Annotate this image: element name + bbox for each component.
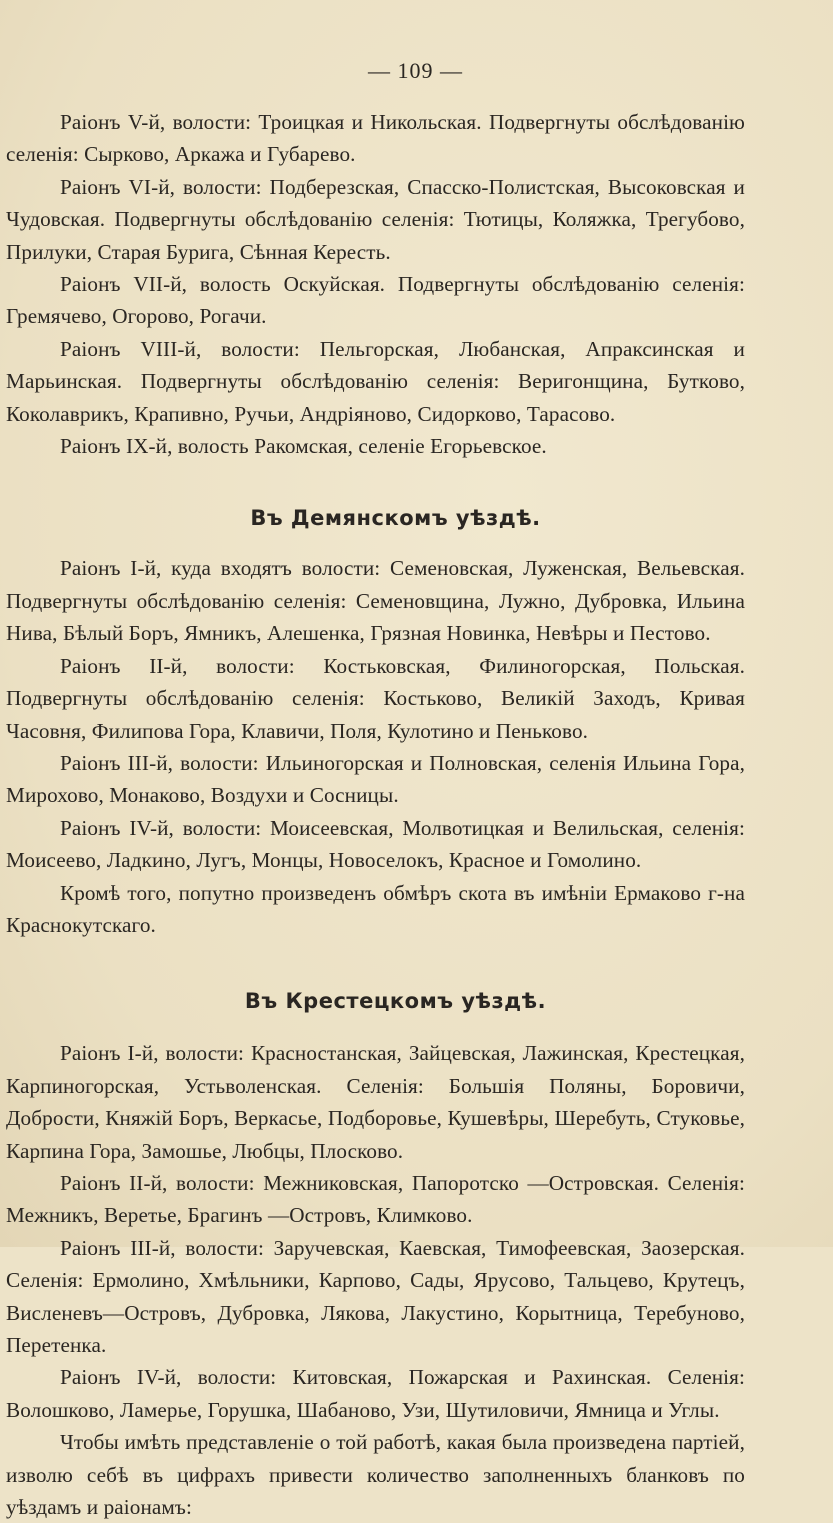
paragraph-krestets-raion-3: Раіонъ III-й, волости: Заручевская, Каевская, Тимофеевская, Заозерская. Селенія: Ермолино, Хмѣльники, Карпово, Сады, Ярусово, Тальцево, Крутецъ, Висленевъ—Островъ, Дубровка, Лякова, Лакустино, Корытница, Теребуново, Перетенка. (6, 1235, 745, 1357)
paragraph-krestets-raion-2: Раіонъ II-й, волости: Межниковская, Папоротско —Островская. Селенія: Межникъ, Веретье, Брагинъ —Островъ, Климково. (6, 1170, 745, 1228)
section-demyansk (6, 552, 745, 941)
paragraph-raion-6: Раіонъ VI-й, волости: Подберезская, Спасско-Полистская, Высоковская и Чудовская. Подвергнуты обслѣдованію селенія: Тютицы, Коляжка, Трегубово, Прилуки, Старая Бурига, Сѣнная Кересть. (6, 174, 745, 264)
paragraph-raion-9: Раіонъ IX-й, волость Ракомская, селеніе Егорьевское. (60, 434, 547, 459)
heading-demyansk: Въ Демянскомъ уѣздѣ. (250, 506, 541, 531)
paragraph-raion-5: Раіонъ V-й, волости: Троицкая и Никольская. Подвергнуты обслѣдованію селенія: Сырково, Аркажа и Губарево. (6, 110, 745, 167)
paragraph-demyansk-note: Кромѣ того, попутно произведенъ обмѣръ скота въ имѣніи Ермаково г-на Краснокутскаго. (6, 880, 745, 937)
paragraph-raion-8: Раіонъ VIII-й, волости: Пельгорская, Любанская, Апраксинская и Марьинская. Подвергнуты обслѣдованію селенія: Веригонщина, Бутково, Коколаврикъ, Крапивно, Ручьи, Андріяново, Сидорково, Тарасово. (6, 336, 745, 426)
paragraph-krestets-raion-1: Раіонъ I-й, волости: Красностанская, Зайцевская, Лажинская, Крестецкая, Карпиногорская, Устьволенская. Селенія: Большія Поляны, Боровичи, Добрости, Княжій Боръ, Веркасье, Подборовье, Кушевѣры, Шеребуть, Стуковье, Карпина Гора, Замошье, Любцы, Плосково. (6, 1041, 745, 1163)
section-krestets (6, 1037, 745, 1523)
section-intro (6, 106, 745, 462)
paragraph-demyansk-raion-1: Раіонъ I-й, куда входятъ волости: Семеновская, Луженская, Вельевская. Подвергнуты обслѣдованію селенія: Семеновщина, Лужно, Дубровка, Ильина Нива, Бѣлый Боръ, Ямникъ, Алешенка, Грязная Новинка, Невѣры и Пестово. (6, 556, 745, 646)
paragraph-demyansk-raion-2: Раіонъ II-й, волости: Костьковская, Филиногорская, Польская. Подвергнуты обслѣдованію селенія: Костьково, Великій Заходъ, Кривая Часовня, Филипова Гора, Клавичи, Поля, Кулотино и Пеньково. (6, 653, 745, 743)
paragraph-krestets-summary: Чтобы имѣть представленіе о той работѣ, какая была произведена партіей, изволю себѣ въ цифрахъ привести количество заполненныхъ бланковъ по уѣздамъ и раіонамъ: (6, 1430, 745, 1520)
paragraph-raion-7: Раіонъ VII-й, волость Оскуйская. Подвергнуты обслѣдованію селенія: Гремячево, Огорово, Рогачи. (6, 272, 745, 329)
heading-krestets: Въ Крестецкомъ уѣздѣ. (244, 989, 547, 1014)
paragraph-demyansk-raion-4: Раіонъ IV-й, волости: Моисеевская, Молвотицкая и Велильская, селенія: Моисеево, Ладкино, Лугъ, Монцы, Новоселокъ, Красное и Гомолино. (6, 815, 745, 873)
page-number: — 109 — (368, 58, 463, 83)
paragraph-demyansk-raion-3: Раіонъ III-й, волости: Ильиногорская и Полновская, селенія Ильина Гора, Мирохово, Монаково, Воздухи и Сосницы. (6, 750, 745, 808)
paragraph-krestets-raion-4: Раіонъ IV-й, волости: Китовская, Пожарская и Рахинская. Селенія: Волошково, Ламерье, Горушка, Шабаново, Узи, Шутиловичи, Ямница и Углы. (6, 1365, 745, 1422)
